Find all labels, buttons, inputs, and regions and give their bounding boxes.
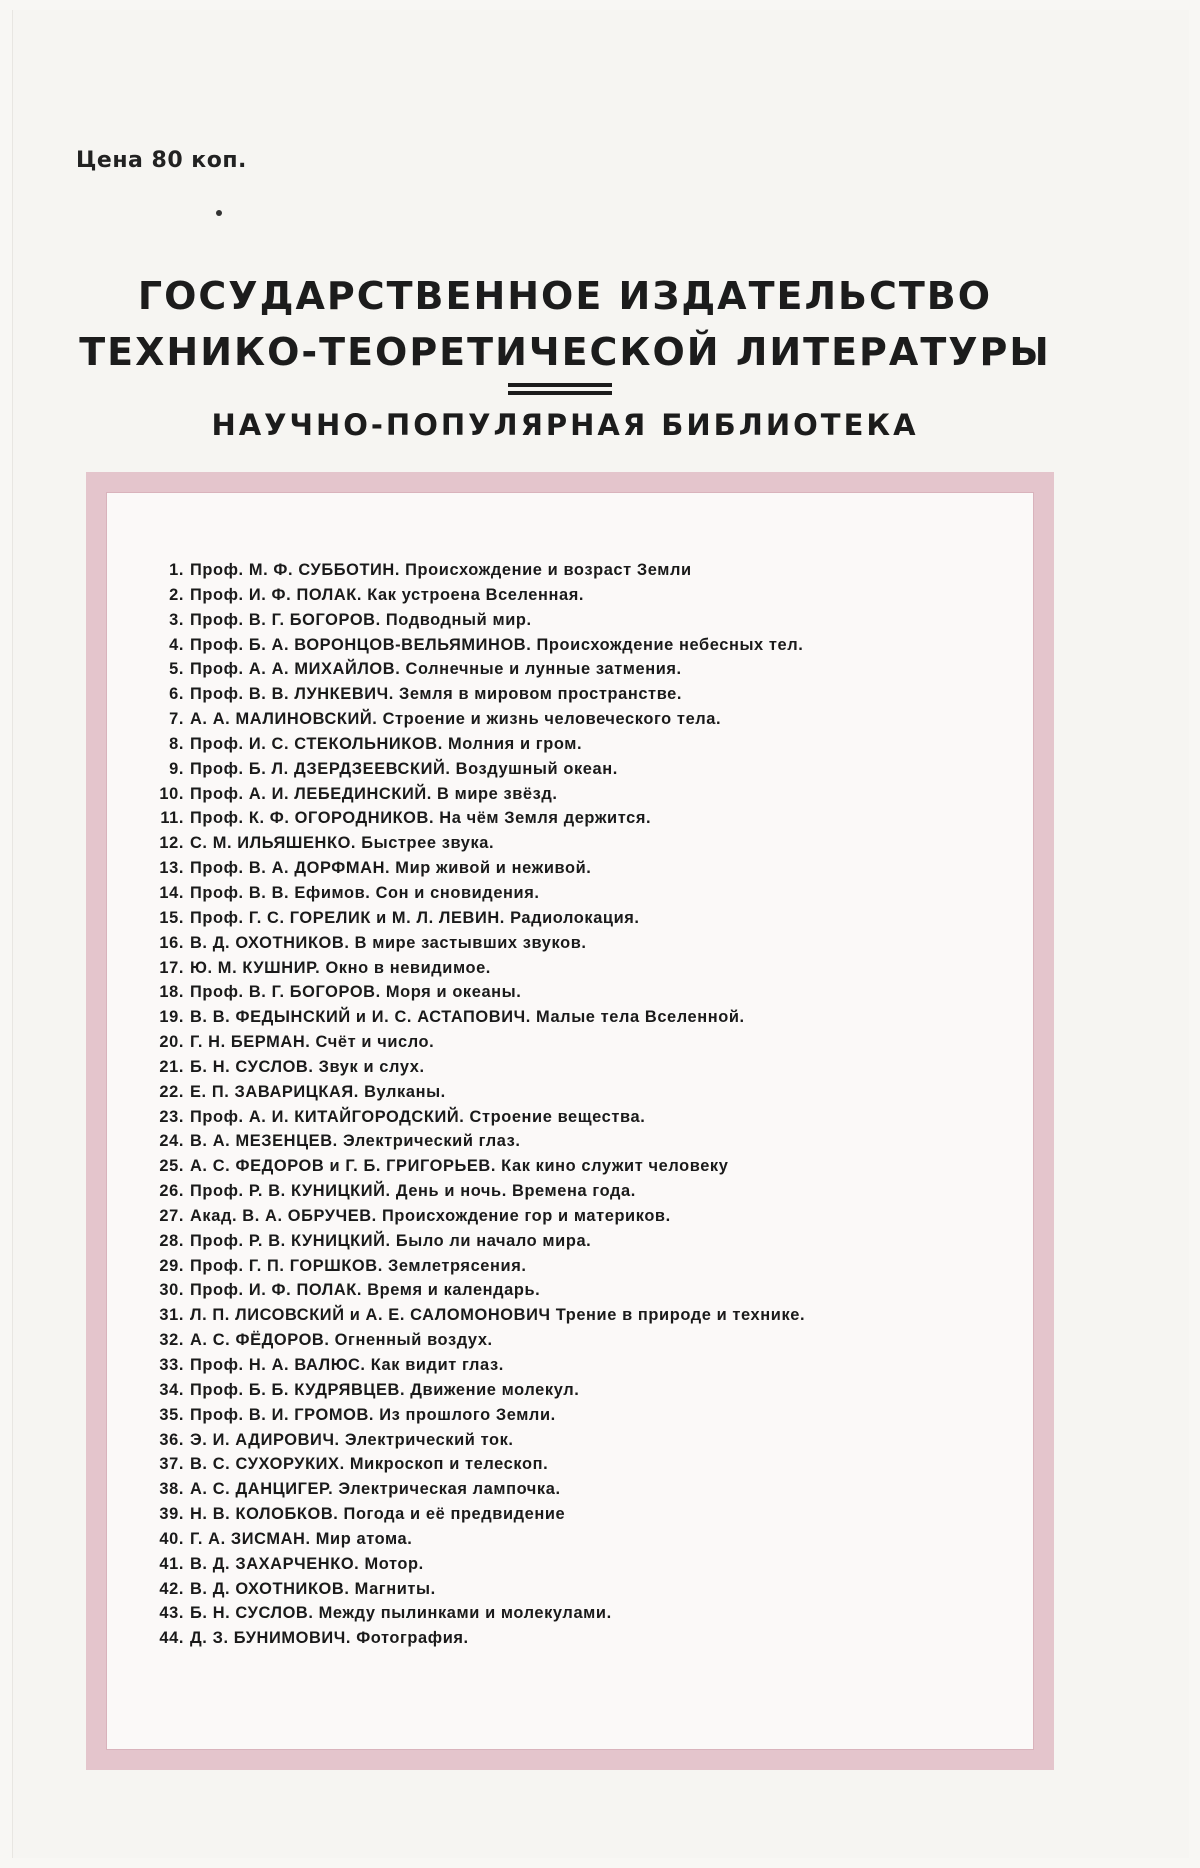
list-item-text: Ю. М. КУШНИР. Окно в невидимое. xyxy=(190,958,491,977)
list-item xyxy=(146,633,994,658)
list-item xyxy=(146,806,994,831)
list-item-text: Проф. В. Г. БОГОРОВ. Моря и океаны. xyxy=(190,983,522,1002)
publisher-name xyxy=(0,268,1130,380)
list-item-number: 23. xyxy=(159,1107,184,1126)
double-rule-top xyxy=(508,383,612,387)
list-item xyxy=(146,1278,994,1303)
list-item xyxy=(146,1353,994,1378)
list-item xyxy=(146,881,994,906)
list-item xyxy=(146,1428,994,1453)
list-item-text: Проф. В. Г. БОГОРОВ. Подводный мир. xyxy=(190,610,532,629)
list-item-text: Проф. Б. А. ВОРОНЦОВ-ВЕЛЬЯМИНОВ. Происхождение небесных тел. xyxy=(190,635,804,654)
list-item-text: Л. П. ЛИСОВСКИЙ и А. Е. САЛОМОНОВИЧ Трение в природе и технике. xyxy=(190,1306,806,1325)
list-item xyxy=(146,856,994,881)
list-item-number: 14. xyxy=(159,883,184,902)
list-item-number: 30. xyxy=(159,1281,184,1300)
list-item-text: В. В. ФЕДЫНСКИЙ и И. С. АСТАПОВИЧ. Малые тела Вселенной. xyxy=(190,1008,745,1027)
list-item xyxy=(146,1527,994,1552)
list-item xyxy=(146,1577,994,1602)
list-item xyxy=(146,1328,994,1353)
list-item-number: 22. xyxy=(159,1082,184,1101)
list-item-number: 44. xyxy=(159,1629,184,1648)
list-item xyxy=(146,1229,994,1254)
list-item-text: Проф. В. И. ГРОМОВ. Из прошлого Земли. xyxy=(190,1405,556,1424)
list-item-number: 29. xyxy=(159,1256,184,1275)
list-item xyxy=(146,906,994,931)
list-item xyxy=(146,980,994,1005)
list-item-number: 40. xyxy=(159,1529,184,1548)
list-item xyxy=(146,707,994,732)
list-item-number: 34. xyxy=(159,1380,184,1399)
list-item xyxy=(146,1303,994,1328)
list-item xyxy=(146,1502,994,1527)
list-item xyxy=(146,1254,994,1279)
list-item-text: Проф. В. В. Ефимов. Сон и сновидения. xyxy=(190,883,540,902)
list-item-text: Д. З. БУНИМОВИЧ. Фотография. xyxy=(190,1629,469,1648)
list-item xyxy=(146,558,994,583)
list-item-text: А. С. ФЕДОРОВ и Г. Б. ГРИГОРЬЕВ. Как кино служит человеку xyxy=(190,1157,729,1176)
list-item-number: 33. xyxy=(159,1356,184,1374)
book-list xyxy=(146,558,994,1651)
list-item xyxy=(146,1452,994,1477)
list-item-text: Проф. В. В. ЛУНКЕВИЧ. Земля в мировом пространстве. xyxy=(190,685,683,704)
list-item-number: 24. xyxy=(159,1132,184,1151)
list-item-number: 19. xyxy=(159,1008,184,1027)
price-label: Цена 80 коп. xyxy=(76,148,247,173)
list-item-number: 10. xyxy=(159,784,184,803)
list-item xyxy=(146,931,994,956)
list-item-number: 28. xyxy=(159,1231,184,1250)
list-item-number: 17. xyxy=(159,958,184,977)
list-item-number: 18. xyxy=(159,983,184,1002)
series-title: НАУЧНО-ПОПУЛЯРНАЯ БИБЛИОТЕКА xyxy=(211,408,919,442)
list-item-text: Проф. И. Ф. ПОЛАК. Как устроена Вселенная. xyxy=(190,585,585,604)
list-item-number: 11. xyxy=(160,809,184,828)
list-item-text: В. Д. ЗАХАРЧЕНКО. Мотор. xyxy=(190,1554,424,1573)
list-item xyxy=(146,831,994,856)
list-item-number: 26. xyxy=(159,1182,184,1201)
list-item xyxy=(146,757,994,782)
list-item-text: Проф. И. Ф. ПОЛАК. Время и календарь. xyxy=(190,1281,541,1300)
list-item-text: С. М. ИЛЬЯШЕНКО. Быстрее звука. xyxy=(190,834,495,853)
list-item xyxy=(146,732,994,757)
list-item xyxy=(146,583,994,608)
list-item xyxy=(146,1179,994,1204)
list-item-text: В. А. МЕЗЕНЦЕВ. Электрический глаз. xyxy=(190,1132,521,1151)
list-item-number: 7. xyxy=(169,710,184,729)
list-item-text: Проф. К. Ф. ОГОРОДНИКОВ. На чём Земля держится. xyxy=(190,809,652,828)
list-item-number: 42. xyxy=(159,1579,184,1598)
double-rule-bottom xyxy=(508,391,612,395)
list-item-text: Проф. Б. Л. ДЗЕРДЗЕЕВСКИЙ. Воздушный океан. xyxy=(190,759,618,778)
list-item-number: 37. xyxy=(159,1455,184,1474)
list-item xyxy=(146,1552,994,1577)
list-item-number: 13. xyxy=(159,859,184,878)
list-item xyxy=(146,1204,994,1229)
list-item xyxy=(146,1129,994,1154)
list-item-text: Проф. Г. С. ГОРЕЛИК и М. Л. ЛЕВИН. Радиолокация. xyxy=(190,908,640,927)
list-item xyxy=(146,682,994,707)
list-item-text: Э. И. АДИРОВИЧ. Электрический ток. xyxy=(190,1430,514,1449)
list-item xyxy=(146,1601,994,1626)
book-list-frame xyxy=(86,472,1054,1770)
list-item-number: 39. xyxy=(159,1505,184,1524)
list-item xyxy=(146,1005,994,1030)
list-item-text: Г. А. ЗИСМАН. Мир атома. xyxy=(190,1529,413,1548)
list-item-number: 38. xyxy=(159,1480,184,1499)
list-item-number: 20. xyxy=(159,1033,184,1052)
list-item-number: 36. xyxy=(159,1430,184,1449)
list-item xyxy=(146,657,994,682)
list-item-text: Проф. Р. В. КУНИЦКИЙ. День и ночь. Времена года. xyxy=(190,1182,636,1201)
list-item-text: Проф. И. С. СТЕКОЛЬНИКОВ. Молния и гром. xyxy=(190,734,583,753)
list-item-number: 12. xyxy=(159,834,184,853)
list-item-text: В. Д. ОХОТНИКОВ. Магниты. xyxy=(190,1579,436,1598)
list-item-number: 32. xyxy=(159,1331,184,1350)
list-item-text: В. Д. ОХОТНИКОВ. В мире застывших звуков. xyxy=(190,933,587,952)
list-item xyxy=(146,956,994,981)
list-item-number: 3. xyxy=(169,610,184,629)
list-item-number: 4. xyxy=(169,635,184,654)
list-item xyxy=(146,1626,994,1651)
list-item-number: 21. xyxy=(159,1057,184,1076)
list-item-text: Проф. Н. А. ВАЛЮС. Как видит глаз. xyxy=(190,1356,504,1374)
list-item-number: 6. xyxy=(169,685,184,704)
list-item-text: Проф. Г. П. ГОРШКОВ. Землетрясения. xyxy=(190,1256,527,1275)
list-item-text: Б. Н. СУСЛОВ. Звук и слух. xyxy=(190,1057,425,1076)
list-item xyxy=(146,1080,994,1105)
list-item-text: Г. Н. БЕРМАН. Счёт и число. xyxy=(190,1033,435,1052)
publisher-line-2: ТЕХНИКО-ТЕОРЕТИЧЕСКОЙ ЛИТЕРАТУРЫ xyxy=(79,330,1051,374)
list-item-number: 41. xyxy=(159,1554,184,1573)
list-item-number: 2. xyxy=(169,585,184,604)
ink-dot xyxy=(216,210,222,216)
list-item xyxy=(146,1055,994,1080)
list-item-text: Акад. В. А. ОБРУЧЕВ. Происхождение гор и материков. xyxy=(190,1206,671,1225)
list-item-text: Б. Н. СУСЛОВ. Между пылинками и молекулами. xyxy=(190,1604,612,1623)
list-item-text: А. А. МАЛИНОВСКИЙ. Строение и жизнь человеческого тела. xyxy=(190,710,722,729)
publisher-line-1: ГОСУДАРСТВЕННОЕ ИЗДАТЕЛЬСТВО xyxy=(137,274,993,318)
list-item-text: В. С. СУХОРУКИХ. Микроскоп и телескоп. xyxy=(190,1455,549,1474)
list-item-text: Проф. Р. В. КУНИЦКИЙ. Было ли начало мира. xyxy=(190,1231,592,1250)
list-item-number: 31. xyxy=(159,1306,184,1325)
list-item-number: 15. xyxy=(159,908,184,927)
list-item-number: 35. xyxy=(159,1405,184,1424)
list-item-number: 25. xyxy=(159,1157,184,1176)
list-item-number: 8. xyxy=(169,734,184,753)
list-item-text: А. С. ФЁДОРОВ. Огненный воздух. xyxy=(190,1331,493,1350)
list-item-text: Н. В. КОЛОБКОВ. Погода и её предвидение xyxy=(190,1505,566,1524)
list-item-number: 1. xyxy=(169,561,184,579)
list-item-number: 5. xyxy=(169,660,184,679)
list-item xyxy=(146,1105,994,1130)
list-item xyxy=(146,1378,994,1403)
list-item xyxy=(146,1403,994,1428)
list-item-text: Проф. А. И. КИТАЙГОРОДСКИЙ. Строение вещества. xyxy=(190,1107,646,1126)
list-item xyxy=(146,782,994,807)
list-item-text: Е. П. ЗАВАРИЦКАЯ. Вулканы. xyxy=(190,1082,446,1101)
list-item xyxy=(146,1030,994,1055)
list-item-text: А. С. ДАНЦИГЕР. Электрическая лампочка. xyxy=(190,1480,561,1499)
list-item-number: 43. xyxy=(159,1604,184,1623)
list-item-text: Проф. В. А. ДОРФМАН. Мир живой и неживой. xyxy=(190,859,592,878)
list-item xyxy=(146,1154,994,1179)
list-item xyxy=(146,608,994,633)
list-item-text: Проф. Б. Б. КУДРЯВЦЕВ. Движение молекул. xyxy=(190,1380,580,1399)
list-item-text: Проф. А. И. ЛЕБЕДИНСКИЙ. В мире звёзд. xyxy=(190,784,558,803)
list-item-text: Проф. А. А. МИХАЙЛОВ. Солнечные и лунные затмения. xyxy=(190,660,682,679)
list-item-number: 27. xyxy=(159,1206,184,1225)
list-item xyxy=(146,1477,994,1502)
list-item-number: 9. xyxy=(169,759,184,778)
list-item-text: Проф. М. Ф. СУББОТИН. Происхождение и возраст Земли xyxy=(190,561,692,579)
list-item-number: 16. xyxy=(159,933,184,952)
